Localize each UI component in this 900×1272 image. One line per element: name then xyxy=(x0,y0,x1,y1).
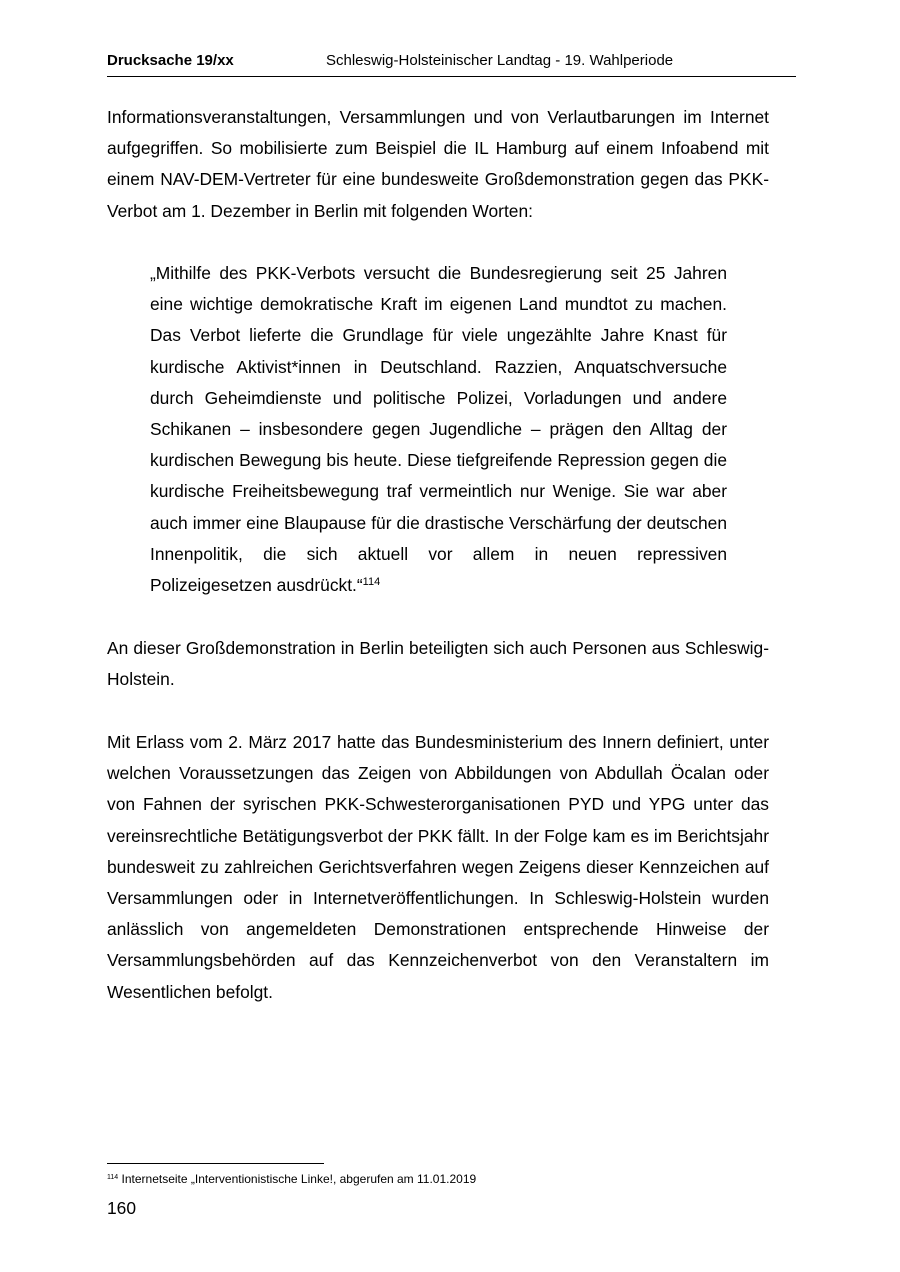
body-paragraph-3: Mit Erlass vom 2. März 2017 hatte das Bundesministerium des Innern definiert, unter welchen Voraussetzungen das Zeigen von Abbildungen von Abdullah Öcalan oder von Fahnen der syrischen PKK-Schwesterorganisationen PYD und YPG unter das vereinsrechtliche Betätigungsverbot der PKK fällt. In der Folge kam es im Berichtsjahr bundesweit zu zahlreichen Gerichtsverfahren wegen Zeigens dieser Kennzeichen auf Versammlungen oder in Internetveröffentlichungen. In Schleswig-Holstein wurden anlässlich von angemeldeten Demonstrationen entsprechende Hinweise der Versammlungsbehörden auf das Kennzeichenverbot von den Veranstaltern im Wesentlichen befolgt. xyxy=(107,732,769,1002)
footnote-reference: 114 xyxy=(362,576,381,589)
body-paragraph-2: An dieser Großdemonstration in Berlin beteiligten sich auch Personen aus Schleswig-Holstein. xyxy=(107,638,769,690)
header-title: Schleswig-Holsteinischer Landtag - 19. Wahlperiode xyxy=(326,52,674,69)
block-quote-text: „Mithilfe des PKK-Verbots versucht die Bundesregierung seit 25 Jahren eine wichtige demokratische Kraft im eigenen Land mundtot zu machen. Das Verbot lieferte die Grundlage für viele ungezählte Jahre Knast für kurdische Aktivist*innen in Deutschland. Razzien, Anquatschversuche durch Geheimdienste und politische Polizei, Vorladungen und andere Schikanen – insbesondere gegen Jugendliche – prägen den Alltag der kurdischen Bewegung bis heute. Diese tiefgreifende Repression gegen die kurdische Freiheitsbewegung traf vermeintlich nur Wenige. Sie war aber auch immer eine Blaupause für die drastische Verschärfung der deutschen Innenpolitik, die sich aktuell vor allem in neuen repressiven Polizeigesetzen ausdrückt.“ xyxy=(150,263,727,596)
footnote-number: 114 xyxy=(107,1174,119,1181)
document-number: Drucksache 19/xx xyxy=(107,52,234,69)
body-paragraph-1: Informationsveranstaltungen, Versammlungen und von Verlautbarungen im Internet aufgegriffen. So mobilisierte zum Beispiel die IL Hamburg auf einem Infoabend mit einem NAV-DEM-Vertreter für eine bundesweite Großdemonstration gegen das PKK-Verbot am 1. Dezember in Berlin mit folgenden Worten: xyxy=(107,107,769,221)
footnote-text: Internetseite „Interventionistische Linke!, abgerufen am 11.01.2019 xyxy=(118,1172,477,1186)
block-quote xyxy=(150,258,727,601)
page-number: 160 xyxy=(107,1198,137,1218)
footnote xyxy=(107,1171,476,1187)
footnote-divider xyxy=(107,1163,324,1164)
header-divider xyxy=(107,76,796,77)
page-header xyxy=(107,52,796,76)
